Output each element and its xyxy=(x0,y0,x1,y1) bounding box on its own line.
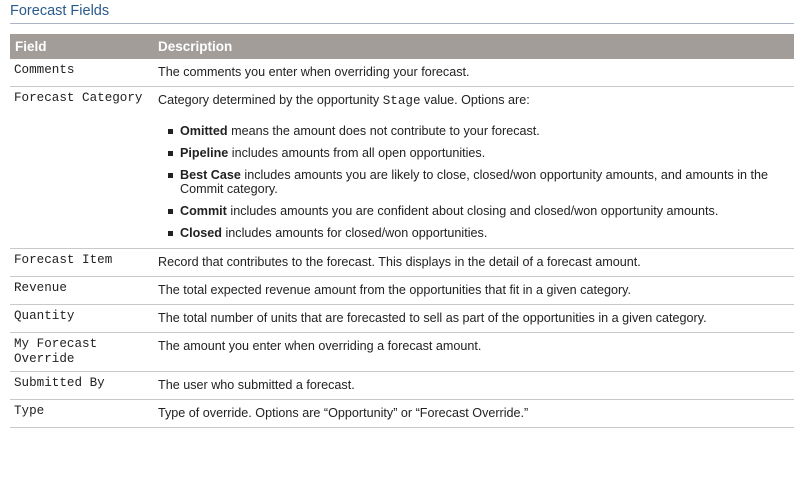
field-description: The total expected revenue amount from the opportunities that fit in a given category. xyxy=(151,277,794,305)
field-column-header: Field xyxy=(10,34,151,59)
table-row xyxy=(10,277,794,305)
field-description xyxy=(151,87,794,249)
description-column-header: Description xyxy=(151,34,794,59)
square-bullet-icon xyxy=(168,173,173,178)
list-item xyxy=(180,124,790,138)
list-item xyxy=(180,168,790,196)
field-description: The user who submitted a forecast. xyxy=(151,372,794,400)
list-item xyxy=(180,204,790,218)
section-title: Forecast Fields xyxy=(10,3,110,19)
title-divider xyxy=(10,23,794,24)
square-bullet-icon xyxy=(168,129,173,134)
option-term: Commit xyxy=(180,204,227,218)
field-name: Type xyxy=(10,400,151,428)
option-text: means the amount does not contribute to your forecast. xyxy=(231,124,540,138)
table-row xyxy=(10,305,794,333)
option-text: includes amounts you are confident about closing and closed/won opportunity amounts. xyxy=(230,204,719,218)
field-name: My Forecast Override xyxy=(10,333,151,372)
option-term: Closed xyxy=(180,226,222,240)
category-options-list xyxy=(158,124,790,240)
square-bullet-icon xyxy=(168,151,173,156)
option-term: Omitted xyxy=(180,124,228,138)
field-name: Comments xyxy=(10,59,151,87)
list-item xyxy=(180,146,790,160)
list-item xyxy=(180,226,790,240)
table-row xyxy=(10,249,794,277)
option-text: includes amounts from all open opportunities. xyxy=(231,146,486,160)
field-description: The comments you enter when overriding your forecast. xyxy=(151,59,794,87)
field-description: Type of override. Options are “Opportunity” or “Forecast Override.” xyxy=(151,400,794,428)
field-description: Record that contributes to the forecast. This displays in the detail of a forecast amount. xyxy=(151,249,794,277)
option-text: includes amounts you are likely to close, closed/won opportunity amounts, and amounts in the Commit category. xyxy=(180,168,769,196)
field-name: Forecast Category xyxy=(10,87,151,249)
forecast-fields-table xyxy=(10,34,794,428)
option-term: Best Case xyxy=(180,168,241,182)
table-row xyxy=(10,372,794,400)
description-text: Category determined by the opportunity xyxy=(158,93,380,107)
table-row xyxy=(10,59,794,87)
description-text: value. Options are: xyxy=(424,93,530,107)
square-bullet-icon xyxy=(168,209,173,214)
option-text: includes amounts for closed/won opportunities. xyxy=(225,226,488,240)
table-row xyxy=(10,87,794,249)
table-header-row xyxy=(10,34,794,59)
square-bullet-icon xyxy=(168,231,173,236)
field-name: Revenue xyxy=(10,277,151,305)
field-name: Quantity xyxy=(10,305,151,333)
field-name: Forecast Item xyxy=(10,249,151,277)
table-row xyxy=(10,400,794,428)
field-description: The total number of units that are forecasted to sell as part of the opportunities in a given category. xyxy=(151,305,794,333)
field-name: Submitted By xyxy=(10,372,151,400)
table-row xyxy=(10,333,794,372)
stage-code: Stage xyxy=(382,94,421,108)
option-term: Pipeline xyxy=(180,146,229,160)
field-description: The amount you enter when overriding a forecast amount. xyxy=(151,333,794,372)
